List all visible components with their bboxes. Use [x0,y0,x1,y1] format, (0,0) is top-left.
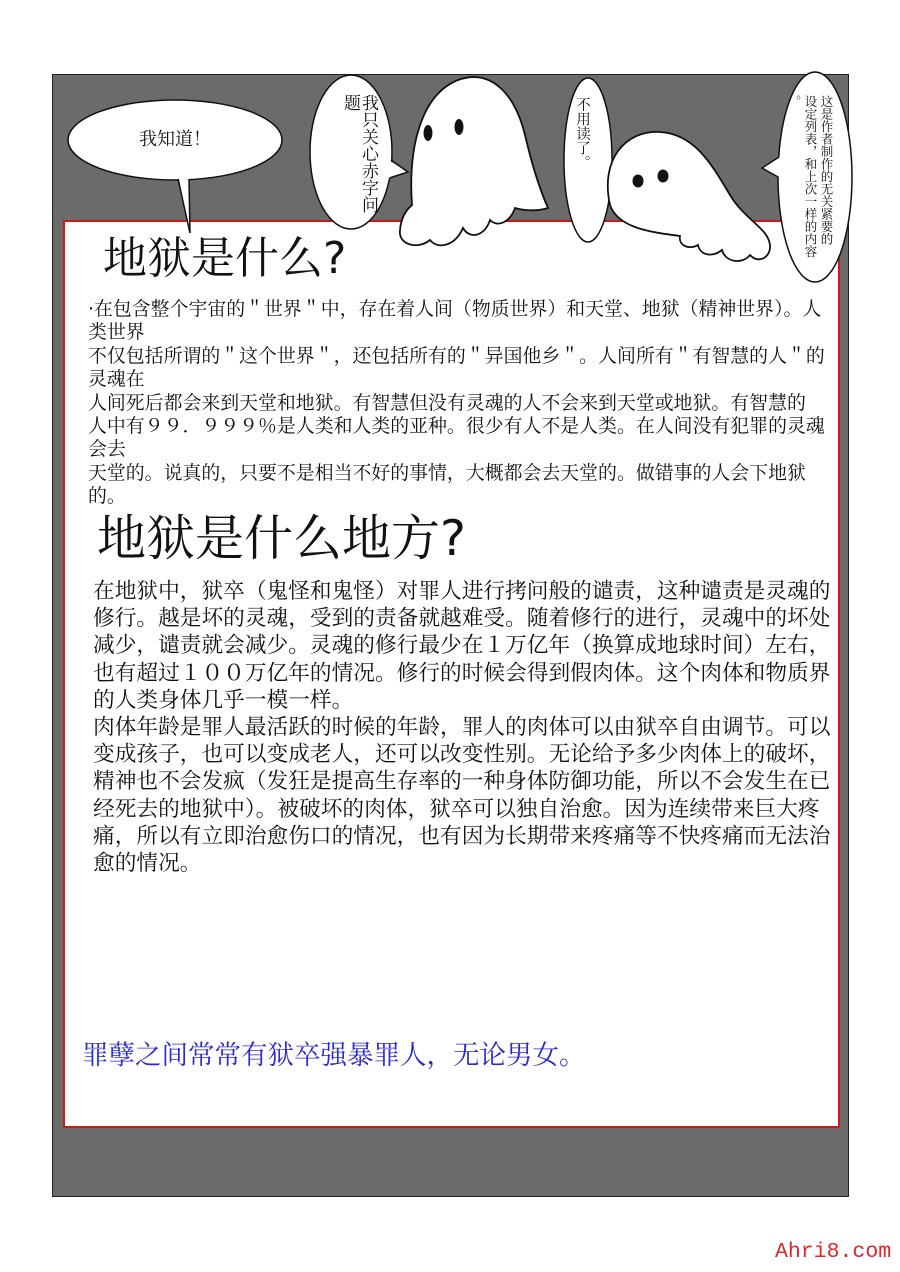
ghost-icon [400,77,548,245]
section-1-line: 不仅包括所谓的＂这个世界＂，还包括所有的＂异国他乡＂。人间所有＂有智慧的人＂的灵魂在 [88,344,825,391]
section-1-line: 人间死后都会来到天堂和地狱。有智慧但没有灵魂的人不会来到天堂或地狱。有智慧的 [88,391,806,414]
section-1-title: 地狱是什么? [103,233,347,284]
ghost-right-body [608,132,770,261]
ghost-right-eye [658,170,669,183]
speech-bubble-4-line: 设定列表，和上次一样的内容。 [787,95,818,258]
section-1-line: 天堂的。说真的，只要不是相当不好的事情，大概都会去天堂的。做错事的人会下地狱的。 [88,461,806,508]
speech-bubble-4-text [786,95,834,259]
ghost-left-eye [424,125,433,141]
ghost-right-eye [633,175,644,188]
ghost-left-body [400,77,548,245]
speech-bubble-4-tail-fill [762,155,783,179]
speech-bubble-3-text: 不用读了。 [574,97,590,170]
ghost-left-eye [455,119,464,135]
section-2-title: 地狱是什么地方? [97,510,467,567]
section-2-body [93,578,835,877]
section-1-line: ·在包含整个宇宙的＂世界＂中，存在着人间（物质世界）和天堂、地狱（精神世界）。人类世界 [88,298,822,344]
watermark: Ahri8.com [775,1240,892,1264]
ghost-icon [608,132,770,261]
section-1-line: 人中有９９．９９９％是人类和人类的亚种。很少有人不是人类。在人间没有犯罪的灵魂会去 [88,415,825,461]
highlight-note: 罪孽之间常常有狱卒强暴罪人，无论男女。 [82,1040,586,1071]
speech-bubble-4-line: 这是作者制作的无关紧要的 [819,95,834,245]
section-1-body [88,298,834,509]
section-2-paragraph: 在地狱中，狱卒（鬼怪和鬼怪）对罪人进行拷问般的谴责，这种谴责是灵魂的修行。越是坏的灵魂，受到的责备就越难受。随着修行的进行，灵魂中的坏处减少，谴责就会减少。灵魂的修行最少在１万亿年（换算成地球时间）左右，也有超过１００万亿年的情况。修行的时候会得到假肉体。这个肉体和物质界的人类身体几乎一模一样。 [93,579,831,713]
speech-bubble-1-text: 我知道！ [139,129,211,150]
speech-bubble-2-text: 我只关心赤字问题 [340,94,378,213]
speech-bubble-1 [68,100,282,233]
section-2-paragraph: 肉体年龄是罪人最活跃的时候的年龄，罪人的肉体可以由狱卒自由调节。可以变成孩子，也可以变成老人，还可以改变性别。无论给予多少肉体上的破坏，精神也不会发疯（发狂是提高生存率的一种身体防御功能，所以不会发生在已经死去的地狱中）。被破坏的肉体，狱卒可以独自治愈。因为连续带来巨大疼痛，所以有立即治愈伤口的情况，也有因为长期带来疼痛等不快疼痛而无法治愈的情况。 [93,715,831,877]
speech-bubble-3 [564,78,620,242]
